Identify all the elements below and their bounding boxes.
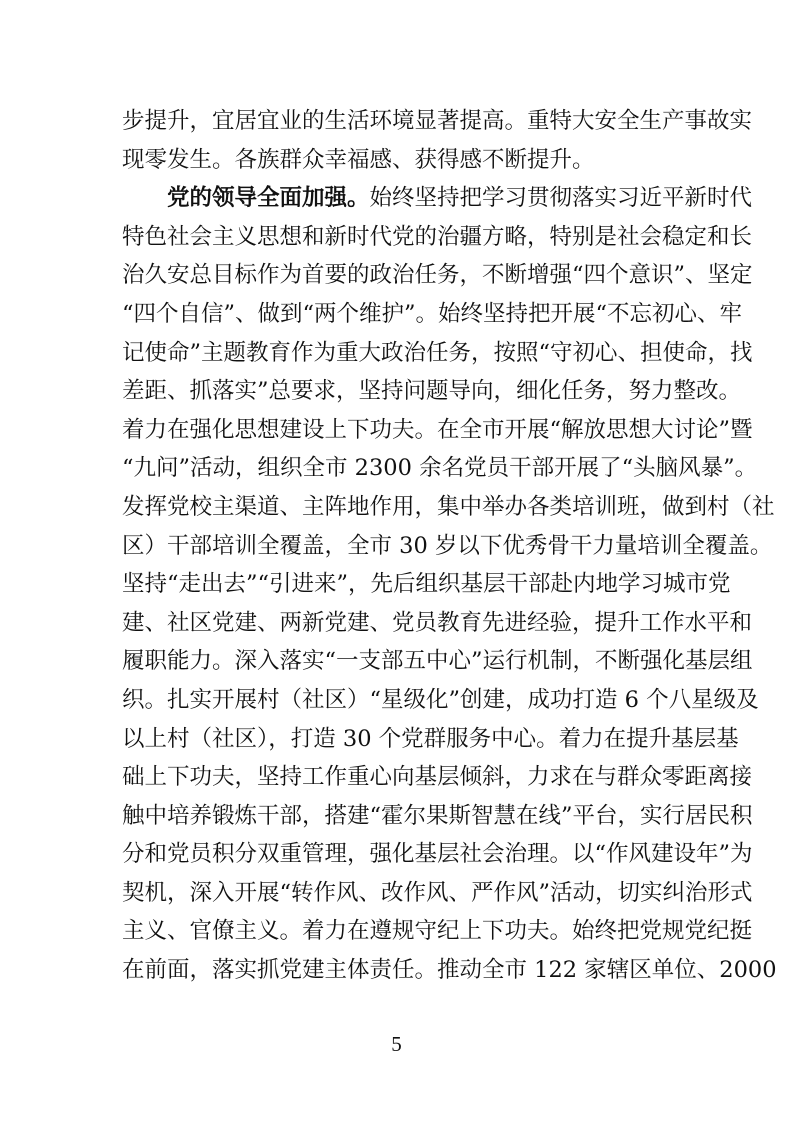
text-line: 主义、官僚主义。着力在遵规守纪上下功夫。始终把党规党纪挺 [122, 918, 753, 945]
paragraph-1 [122, 102, 753, 179]
text-line: 分和党员积分双重管理，强化基层社会治理。以“作风建设年”为 [122, 841, 753, 868]
text-line: 差距、抓落实”总要求，坚持问题导向，细化任务，努力整改。 [122, 378, 742, 405]
page-number: 5 [391, 1032, 402, 1056]
text-line: 区）干部培训全覆盖，全市 30 岁以下优秀骨干力量培训全覆盖。 [122, 532, 773, 559]
text-line: 建、社区党建、两新党建、党员教育先进经验，提升工作水平和 [122, 609, 753, 636]
document-body [122, 102, 777, 990]
text-line: 发挥党校主渠道、主阵地作用，集中举办各类培训班，做到村（社 [122, 493, 775, 520]
text-line: 治久安总目标作为首要的政治任务，不断增强“四个意识”、坚定 [122, 262, 753, 289]
text-line: 坚持“走出去”“引进来”，先后组织基层干部赴内地学习城市党 [122, 571, 731, 598]
first-line-text: 始终坚持把学习贯彻落实习近平新时代 [369, 185, 753, 212]
text-line: “九问”活动，组织全市 2300 余名党员干部开展了“头脑风暴”。 [122, 455, 758, 482]
text-line: “四个自信”、做到“两个维护”。始终坚持把开展“不忘初心、牢 [122, 300, 743, 327]
text-line: 记使命”主题教育作为重大政治任务，按照“守初心、担使命，找 [122, 339, 753, 366]
text-line: 在前面，落实抓党建主体责任。推动全市 122 家辖区单位、2000 [122, 957, 777, 984]
text-line: 以上村（社区），打造 30 个党群服务中心。着力在提升基层基 [122, 725, 739, 752]
text-line: 特色社会主义思想和新时代党的治疆方略，特别是社会稳定和长 [122, 223, 753, 250]
paragraph-first-line [122, 179, 753, 218]
paragraph-2 [122, 179, 777, 989]
text-line: 现零发生。各族群众幸福感、获得感不断提升。 [122, 146, 595, 173]
text-line: 础上下功夫，坚持工作重心向基层倾斜，力求在与群众零距离接 [122, 764, 753, 791]
text-line: 着力在强化思想建设上下功夫。在全市开展“解放思想大讨论”暨 [122, 416, 753, 443]
paragraph-2-lines [122, 218, 777, 990]
text-line: 履职能力。深入落实“一支部五中心”运行机制，不断强化基层组 [122, 648, 753, 675]
text-line: 织。扎实开展村（社区）“星级化”创建，成功打造 6 个八星级及 [122, 686, 759, 713]
paragraph-heading: 党的领导全面加强。 [167, 185, 370, 212]
text-line: 触中培养锻炼干部，搭建“霍尔果斯智慧在线”平台，实行居民积 [122, 802, 753, 829]
text-line: 契机，深入开展“转作风、改作风、严作风”活动，切实纠治形式 [122, 879, 753, 906]
text-line: 步提升，宜居宜业的生活环境显著提高。重特大安全生产事故实 [122, 108, 753, 134]
